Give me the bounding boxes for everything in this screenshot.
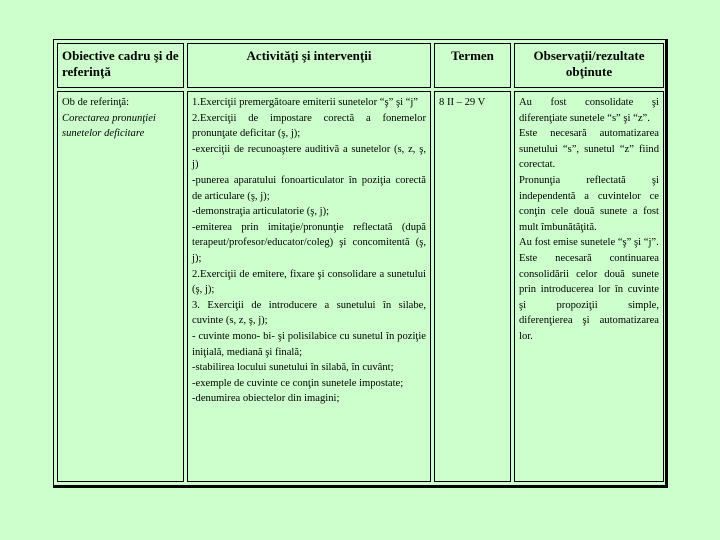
observation-item: Este necesară continuarea consolidării celor două sunete prin introducerea lor în cuvinte şi propoziţii simple, diferenţierea şi automatizarea lor.	[519, 252, 659, 342]
table-row	[57, 91, 664, 482]
activity-item: -denumirea obiectelor din imagini;	[192, 393, 340, 405]
observation-item: Au fost consolidate şi diferenţiate sunetele “s” şi “z”.	[519, 97, 659, 124]
header-term: Termen	[434, 43, 511, 88]
activity-item: -punerea aparatului fonoarticulator în poziţia corectă de articulare (ş, j);	[192, 174, 426, 202]
observation-item: Pronunţia reflectată şi independentă a cuvintelor ce conţin cele două sunete a fost mult îmbunătăţită.	[519, 174, 659, 233]
activity-item: 3. Exerciţii de introducere a sunetului în silabe, cuvinte (s, z, ş, j);	[192, 299, 426, 327]
activity-item: -exemple de cuvinte ce conţin sunetele impostate;	[192, 377, 404, 389]
therapy-plan-table	[54, 40, 667, 485]
activity-item: -emiterea prin imitaţie/pronunţie reflectată (după terapeut/profesor/educator/coleg) şi concomitentă (ş, j);	[192, 221, 426, 264]
activity-item: 1.Exerciţii premergătoare emiterii sunetelor “ş” şi “j”	[192, 97, 419, 108]
term-cell: 8 II – 29 V	[434, 91, 511, 482]
observation-item: Este necesară automatizarea sunetului “s”, sunetul “z” fiind corectat.	[519, 128, 659, 171]
objective-label: Ob de referinţă:	[62, 97, 130, 108]
activity-item: - cuvinte mono- bi- şi polisilabice cu sunetul în poziţie iniţială, mediană şi finală;	[192, 330, 426, 358]
table-header-row	[57, 43, 664, 88]
activity-item: -stabilirea locului sunetului în silabă, în cuvânt;	[192, 362, 394, 374]
objectives-cell	[57, 91, 184, 482]
header-observations: Observaţii/rezultate obţinute	[514, 43, 664, 88]
objective-text: Corectarea pronunţiei sunetelor deficitare	[62, 112, 156, 140]
header-activities: Activităţi şi intervenţii	[187, 43, 431, 88]
observation-item: Au fost emise sunetele “ş” şi “j”.	[519, 237, 659, 249]
activity-item: -exerciţii de recunoaştere auditivă a sunetelor (s, z, ş, j)	[192, 143, 426, 171]
activity-item: 2.Exerciţii de emitere, fixare şi consolidare a sunetului (ş, j);	[192, 268, 426, 296]
activities-cell	[187, 91, 431, 482]
activity-item: 2.Exerciţii de impostare corectă a fonemelor pronunţate deficitar (ş, j);	[192, 112, 426, 140]
activity-item: -demonstraţia articulatorie (ş, j);	[192, 206, 330, 218]
plan-table-frame	[53, 39, 668, 488]
header-objectives: Obiective cadru şi de referinţă	[57, 43, 184, 88]
observations-cell	[514, 91, 664, 482]
